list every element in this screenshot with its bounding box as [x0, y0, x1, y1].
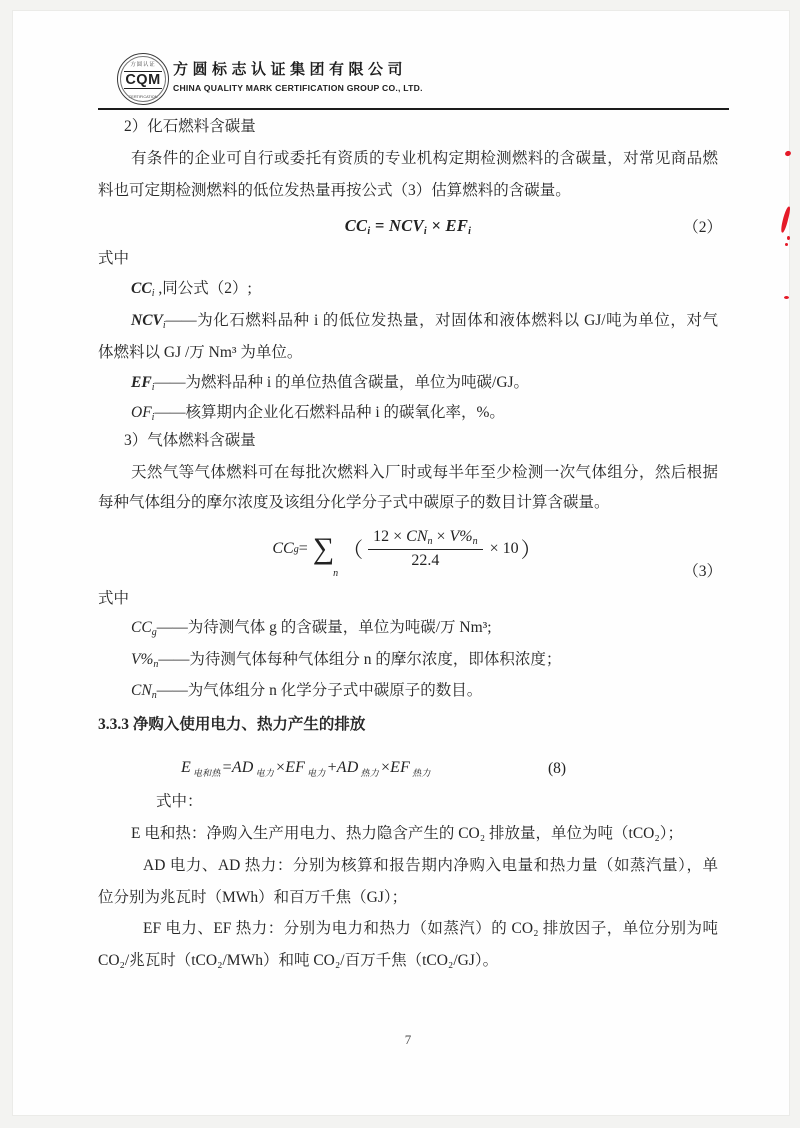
para2-line2: 每种气体组分的摩尔浓度及该组分化学分子式中碳原子的数目计算含碳量。 — [98, 494, 610, 511]
def-ad-line1: AD 电力、AD 热力：分别为核算和报告期内净购入电量和热力量（如蒸汽量），单 — [143, 857, 718, 874]
red-pen-mark — [784, 150, 791, 157]
formula-3-number: （3） — [683, 563, 722, 580]
header-divider — [98, 108, 729, 110]
def-ef-line2: CO₂/兆瓦时（tCO₂/MWh）和吨 CO₂/百万千焦（tCO₂/GJ）。 — [98, 952, 499, 969]
def-vn: V%n——为待测气体每种气体组分 n 的摩尔浓度，即体积浓度； — [131, 651, 562, 670]
red-pen-mark — [787, 236, 790, 240]
formula-3-fraction — [368, 528, 483, 570]
cqm-logo-arc-top: 方圆认证 — [130, 62, 156, 68]
formula-3 — [98, 517, 722, 581]
sigma-sum-symbol: ∑ — [312, 532, 335, 565]
def-cc: CCi ,同公式（2）; — [131, 280, 252, 299]
shizhong-1: 式中 — [98, 250, 130, 267]
def-ccg: CCg——为待测气体 g 的含碳量，单位为吨碳/万 Nm³; — [131, 619, 492, 638]
cqm-logo-arc-bottom: CERTIFICATION — [128, 94, 158, 99]
formula-8 — [98, 757, 718, 784]
header-company-block — [173, 58, 423, 93]
cqm-logo-ring — [117, 53, 169, 105]
formula-8-number: (8) — [548, 760, 567, 777]
section-3-3-3-heading: 3.3.3 净购入使用电力、热力产生的排放 — [98, 716, 366, 733]
formula-3-expression: CC g = ∑ n （ $\frac{\text{12 × CNn × V\%n}}{22.4}$ × 10 ） — [272, 528, 542, 579]
fraction-numerator: 12 × CNn × V%n — [368, 528, 483, 550]
def-of: OFi——核算期内企业化石燃料品种 i 的碳氧化率，%。 — [131, 404, 505, 423]
page-number: 7 — [404, 1032, 412, 1047]
def-e-line: E 电和热：净购入生产用电力、热力隐含产生的 CO₂ 排放量，单位为吨（tCO₂）； — [131, 825, 684, 842]
formula-8-expression: E $_{电和热}$ =AD $_{电力}$ ×EF $_{电力}$ +AD $_{热力}$ ×EF $_{热力}$ — [181, 759, 431, 778]
red-pen-mark — [780, 206, 791, 233]
def-ncv-line1: NCVi——为化石燃料品种 i 的低位发热量，对固体和液体燃料以 GJ/吨为单位，对气 — [131, 312, 718, 331]
document-page — [12, 10, 790, 1116]
def-ncv-line2: 体燃料以 GJ /万 Nm³ 为单位。 — [98, 344, 303, 361]
def-ef: EFi——为燃料品种 i 的单位热值含碳量，单位为吨碳/GJ。 — [131, 374, 530, 393]
item3-heading: 3）气体燃料含碳量 — [124, 432, 256, 449]
cqm-logo — [117, 53, 169, 105]
para1-line1: 有条件的企业可自行或委托有资质的专业机构定期检测燃料的含碳量，对常见商品燃 — [131, 150, 718, 167]
red-pen-mark — [784, 296, 789, 299]
shizhong-2: 式中 — [98, 590, 130, 607]
formula-2 — [98, 215, 722, 243]
cqm-logo-acronym: CQM — [125, 72, 161, 88]
def-cnn: CNn——为气体组分 n 化学分子式中碳原子的数目。 — [131, 682, 483, 701]
formula-2-expression: CCi = NCVi × EFi — [344, 216, 472, 237]
formula-2-number: （2） — [683, 219, 722, 236]
def-ad-line2: 位分别为兆瓦时（MWh）和百万千焦（GJ）； — [98, 889, 408, 906]
shizhong-3: 式中： — [156, 793, 203, 810]
fraction-denominator: 22.4 — [411, 552, 440, 569]
company-name-en: CHINA QUALITY MARK CERTIFICATION GROUP CO., LTD. — [173, 83, 423, 93]
para2-line1: 天然气等气体燃料可在每批次燃料入厂时或每半年至少检测一次气体组分，然后根据 — [131, 464, 718, 481]
def-ef-line1: EF 电力、EF 热力：分别为电力和热力（如蒸汽）的 CO₂ 排放因子，单位分别为吨 — [143, 920, 718, 937]
para1-line2: 料也可定期检测燃料的低位发热量再按公式（3）估算燃料的含碳量。 — [98, 182, 571, 199]
red-pen-mark — [785, 243, 788, 246]
company-name-cn: 方圆标志认证集团有限公司 — [173, 61, 408, 78]
item2-heading: 2）化石燃料含碳量 — [124, 118, 256, 135]
